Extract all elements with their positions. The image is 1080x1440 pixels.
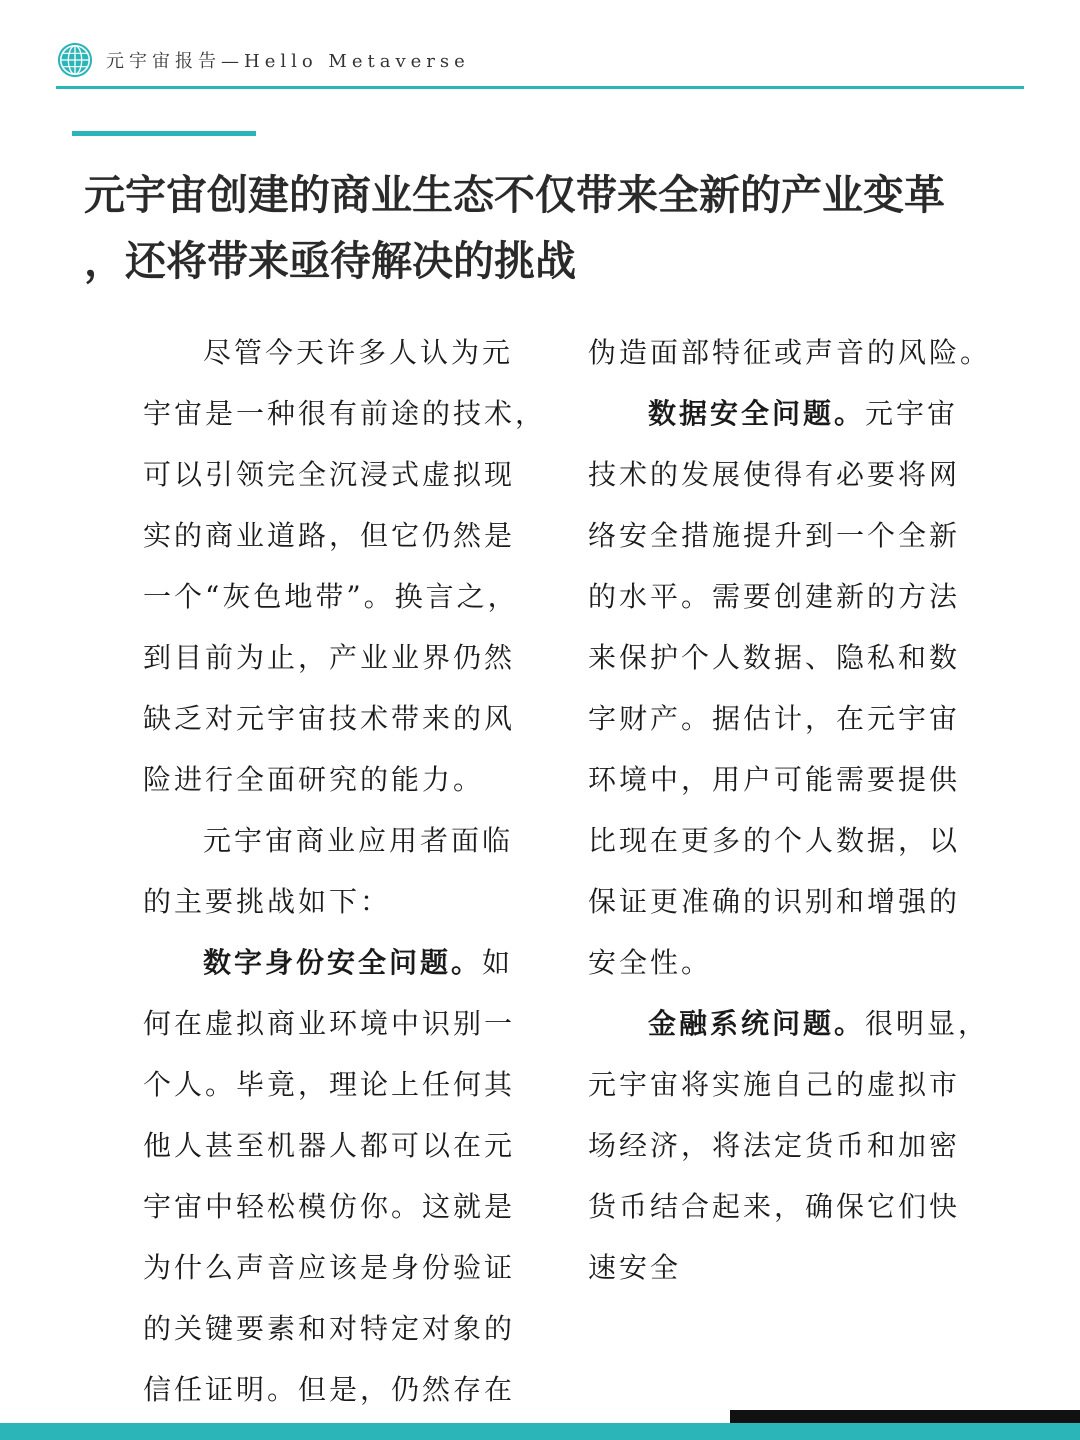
text-line: 到目前为止，产业业界仍然	[143, 641, 516, 674]
header-title: 元宇宙报告—Hello Metaverse	[106, 51, 470, 72]
text-line: 字财产。据估计，在元宇宙	[588, 702, 961, 735]
text-line: 宇宙中轻松模仿你。这就是	[143, 1190, 516, 1223]
text-line: 为什么声音应该是身份验证	[143, 1251, 516, 1284]
text-line: 来保护个人数据、隐私和数	[588, 641, 961, 674]
text-line: 尽管今天许多人认为元	[203, 336, 514, 369]
text-line: 络安全措施提升到一个全新	[588, 519, 961, 552]
text-line: 的主要挑战如下：	[143, 885, 392, 918]
text-line: 一个“灰色地带”。换言之，	[143, 580, 519, 613]
text-line: 信任证明。但是，仍然存在	[143, 1373, 516, 1406]
text-line: 实的商业道路，但它仍然是	[143, 519, 516, 552]
left-column	[143, 322, 568, 1420]
text-line: 速安全	[588, 1251, 682, 1284]
heading-identity-security: 数字身份安全问题。	[203, 946, 483, 979]
text-line: 个人。毕竟，理论上任何其	[143, 1068, 516, 1101]
text-line: 元宇宙商业应用者面临	[203, 824, 514, 857]
text-line: 他人甚至机器人都可以在元	[143, 1129, 516, 1162]
text-line: 技术的发展使得有必要将网	[588, 458, 961, 491]
text-line: 场经济，将法定货币和加密	[588, 1129, 961, 1162]
text-fragment: 很明显，	[865, 1007, 990, 1040]
text-line: 险进行全面研究的能力。	[143, 763, 485, 796]
footer-dark-bar	[730, 1410, 1080, 1423]
text-line: 的关键要素和对特定对象的	[143, 1312, 516, 1345]
text-fragment: 元宇宙	[865, 397, 959, 430]
page-header	[56, 38, 470, 82]
section-accent-bar	[72, 131, 256, 136]
identity-heading-line	[143, 932, 568, 993]
text-line: 保证更准确的识别和增强的	[588, 885, 961, 918]
text-line: 比现在更多的个人数据，以	[588, 824, 961, 857]
globe-icon	[56, 41, 94, 79]
text-line: 货币结合起来，确保它们快	[588, 1190, 961, 1223]
text-line: 伪造面部特征或声音的风险。	[588, 336, 992, 369]
right-column	[588, 322, 1058, 1298]
text-line: 何在虚拟商业环境中识别一	[143, 1007, 516, 1040]
section-title-line-2: ，还将带来亟待解决的挑战	[84, 237, 576, 285]
section-title-line-1: 元宇宙创建的商业生态不仅带来全新的产业变革	[84, 171, 945, 219]
text-line: 环境中，用户可能需要提供	[588, 763, 961, 796]
text-line: 的水平。需要创建新的方法	[588, 580, 961, 613]
text-line: 宇宙是一种很有前途的技术，	[143, 397, 547, 430]
finance-heading-line	[588, 993, 1058, 1054]
header-divider	[56, 86, 1024, 89]
heading-finance-system: 金融系统问题。	[648, 1007, 866, 1040]
text-fragment: 如	[482, 946, 514, 979]
text-line: 元宇宙将实施自己的虚拟市	[588, 1068, 961, 1101]
heading-data-security: 数据安全问题。	[648, 397, 866, 430]
text-line: 缺乏对元宇宙技术带来的风	[143, 702, 516, 735]
section-title	[84, 162, 1024, 294]
text-line: 可以引领完全沉浸式虚拟现	[143, 458, 516, 491]
text-line: 安全性。	[588, 946, 713, 979]
data-heading-line	[588, 383, 1058, 444]
footer-teal-bar	[0, 1423, 1080, 1440]
